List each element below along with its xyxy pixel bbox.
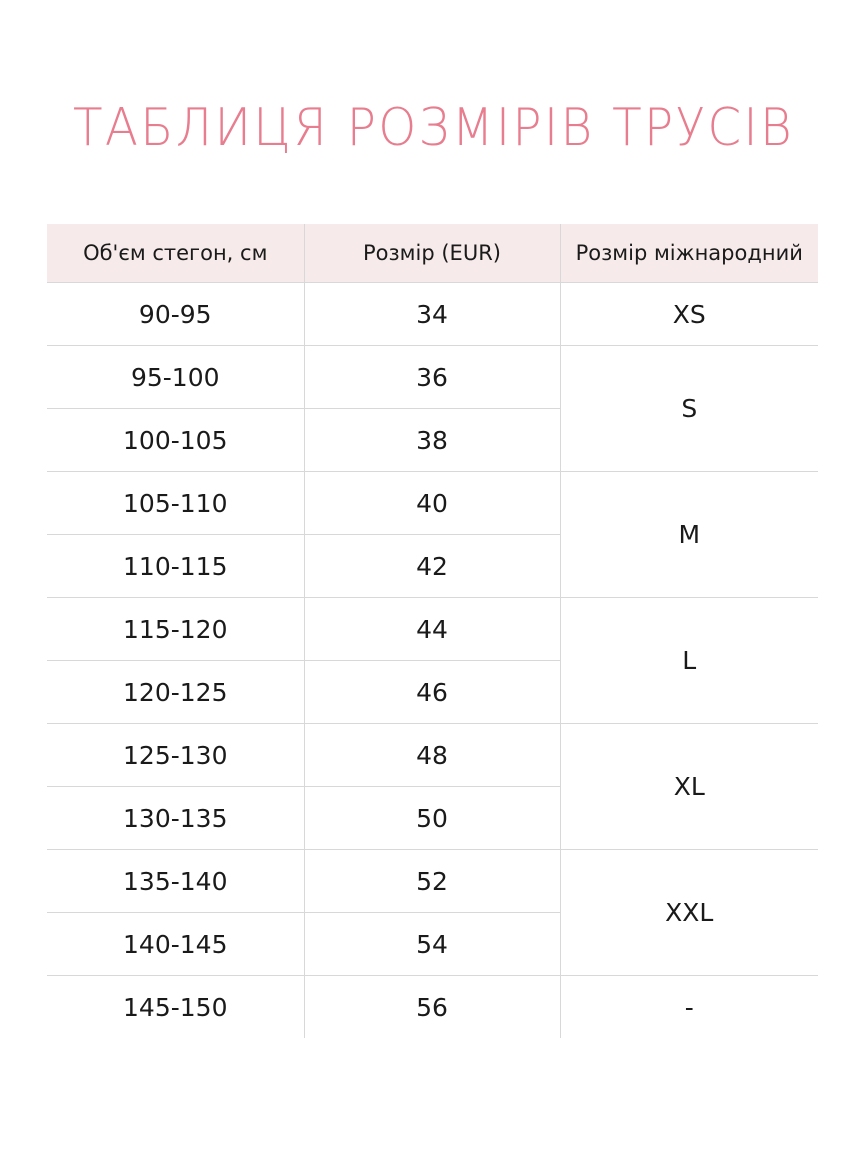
header-international-size: Розмір міжнародний xyxy=(560,224,818,283)
hip-cell: 130-135 xyxy=(47,787,304,850)
eur-cell: 36 xyxy=(304,346,560,409)
eur-cell: 46 xyxy=(304,661,560,724)
table-row xyxy=(47,598,818,661)
eur-cell: 54 xyxy=(304,913,560,976)
international-cell: L xyxy=(560,598,818,724)
eur-cell: 40 xyxy=(304,472,560,535)
eur-cell: 56 xyxy=(304,976,560,1039)
hip-cell: 135-140 xyxy=(47,850,304,913)
eur-cell: 38 xyxy=(304,409,560,472)
hip-cell: 120-125 xyxy=(47,661,304,724)
international-cell: M xyxy=(560,472,818,598)
page-title: ТАБЛИЦЯ РОЗМІРІВ ТРУСІВ xyxy=(73,98,794,158)
eur-cell: 42 xyxy=(304,535,560,598)
table-header-row xyxy=(47,224,818,283)
hip-cell: 95-100 xyxy=(47,346,304,409)
eur-cell: 48 xyxy=(304,724,560,787)
hip-cell: 140-145 xyxy=(47,913,304,976)
hip-cell: 110-115 xyxy=(47,535,304,598)
international-cell: S xyxy=(560,346,818,472)
hip-cell: 90-95 xyxy=(47,283,304,346)
international-cell: - xyxy=(560,976,818,1039)
eur-cell: 34 xyxy=(304,283,560,346)
hip-cell: 125-130 xyxy=(47,724,304,787)
table-row xyxy=(47,346,818,409)
hip-cell: 100-105 xyxy=(47,409,304,472)
table-row xyxy=(47,850,818,913)
size-table xyxy=(47,224,818,1038)
header-hip-size: Об'єм стегон, см xyxy=(47,224,304,283)
table-row xyxy=(47,472,818,535)
hip-cell: 145-150 xyxy=(123,992,228,1022)
table-row xyxy=(47,724,818,787)
eur-cell: 44 xyxy=(304,598,560,661)
eur-cell: 50 xyxy=(304,787,560,850)
header-eur-size: Розмір (EUR) xyxy=(304,224,560,283)
eur-cell: 52 xyxy=(304,850,560,913)
table-row xyxy=(47,976,818,1039)
international-cell: XL xyxy=(560,724,818,850)
table-row xyxy=(47,283,818,346)
international-cell: XS xyxy=(560,283,818,346)
international-cell: XXL xyxy=(560,850,818,976)
hip-cell: 115-120 xyxy=(47,598,304,661)
hip-cell: 105-110 xyxy=(47,472,304,535)
